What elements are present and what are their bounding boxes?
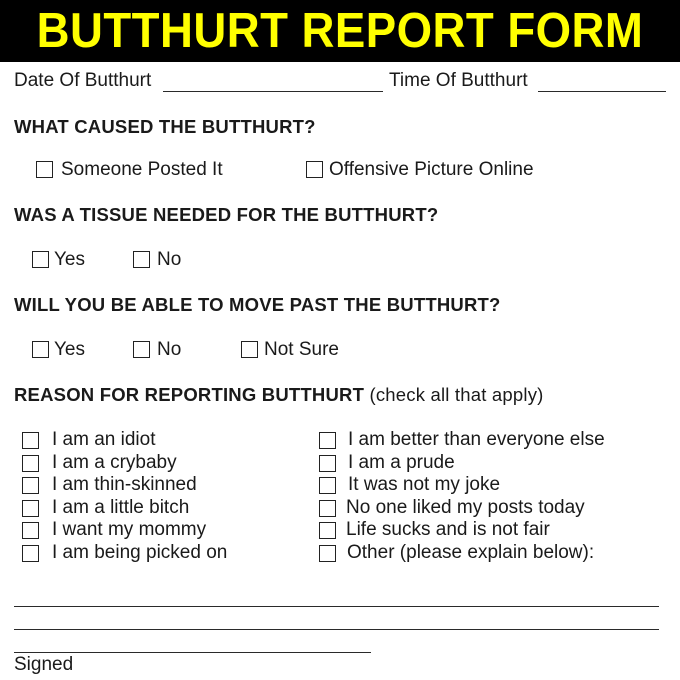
checkbox-reason-mommy[interactable] bbox=[22, 522, 39, 539]
signature-line[interactable] bbox=[14, 652, 371, 653]
checkbox-reason-thin-skinned[interactable] bbox=[22, 477, 39, 494]
checkbox-reason-no-likes[interactable] bbox=[319, 500, 336, 517]
reason-right-5: Life sucks and is not fair bbox=[346, 519, 550, 540]
reason-left-4: I am a little bitch bbox=[52, 497, 190, 518]
reason-left-2: I am a crybaby bbox=[52, 452, 177, 473]
checkbox-reason-better[interactable] bbox=[319, 432, 336, 449]
reason-right-6: Other (please explain below): bbox=[347, 542, 595, 563]
checkbox-reason-little[interactable] bbox=[22, 500, 39, 517]
checkbox-tissue-no[interactable] bbox=[133, 251, 150, 268]
checkbox-reason-crybaby[interactable] bbox=[22, 455, 39, 472]
option-move-no: No bbox=[157, 339, 182, 360]
checkbox-move-not-sure[interactable] bbox=[241, 341, 258, 358]
option-move-not-sure: Not Sure bbox=[264, 339, 339, 360]
option-offensive-picture: Offensive Picture Online bbox=[329, 159, 534, 180]
time-input-line[interactable] bbox=[538, 91, 666, 92]
option-tissue-no: No bbox=[157, 249, 182, 270]
signature-label: Signed bbox=[14, 654, 74, 675]
form-title: BUTTHURT REPORT FORM bbox=[36, 4, 644, 58]
reason-right-1: I am better than everyone else bbox=[348, 429, 605, 450]
question-move-past: WILL YOU BE ABLE TO MOVE PAST THE BUTTHURT? bbox=[14, 294, 501, 315]
checkbox-tissue-yes[interactable] bbox=[32, 251, 49, 268]
checkbox-reason-idiot[interactable] bbox=[22, 432, 39, 449]
option-someone-posted: Someone Posted It bbox=[61, 159, 223, 180]
checkbox-reason-not-my-joke[interactable] bbox=[319, 477, 336, 494]
reason-left-3: I am thin-skinned bbox=[52, 474, 197, 495]
form-header bbox=[0, 0, 680, 62]
question-cause: WHAT CAUSED THE BUTTHURT? bbox=[14, 116, 316, 137]
option-tissue-yes: Yes bbox=[54, 249, 85, 270]
reason-right-3: It was not my joke bbox=[348, 474, 501, 495]
reasons-note: (check all that apply) bbox=[369, 384, 544, 405]
checkbox-reason-picked-on[interactable] bbox=[22, 545, 39, 562]
question-reasons: REASON FOR REPORTING BUTTHURT (check all that apply) bbox=[14, 384, 544, 405]
checkbox-reason-life-sucks[interactable] bbox=[319, 522, 336, 539]
reason-right-2: I am a prude bbox=[348, 452, 455, 473]
reason-left-5: I want my mommy bbox=[52, 519, 207, 540]
checkbox-reason-prude[interactable] bbox=[319, 455, 336, 472]
date-label: Date Of Butthurt bbox=[14, 70, 152, 91]
reason-left-6: I am being picked on bbox=[52, 542, 228, 563]
explanation-line-2[interactable] bbox=[14, 629, 659, 630]
checkbox-someone-posted[interactable] bbox=[36, 161, 53, 178]
option-move-yes: Yes bbox=[54, 339, 85, 360]
checkbox-reason-other[interactable] bbox=[319, 545, 336, 562]
date-input-line[interactable] bbox=[163, 91, 383, 92]
checkbox-offensive-picture[interactable] bbox=[306, 161, 323, 178]
checkbox-move-no[interactable] bbox=[133, 341, 150, 358]
time-label: Time Of Butthurt bbox=[389, 70, 528, 91]
question-tissue: WAS A TISSUE NEEDED FOR THE BUTTHURT? bbox=[14, 204, 439, 225]
checkbox-move-yes[interactable] bbox=[32, 341, 49, 358]
explanation-line-1[interactable] bbox=[14, 606, 659, 607]
reason-right-4: No one liked my posts today bbox=[346, 497, 585, 518]
reason-left-1: I am an idiot bbox=[52, 429, 156, 450]
